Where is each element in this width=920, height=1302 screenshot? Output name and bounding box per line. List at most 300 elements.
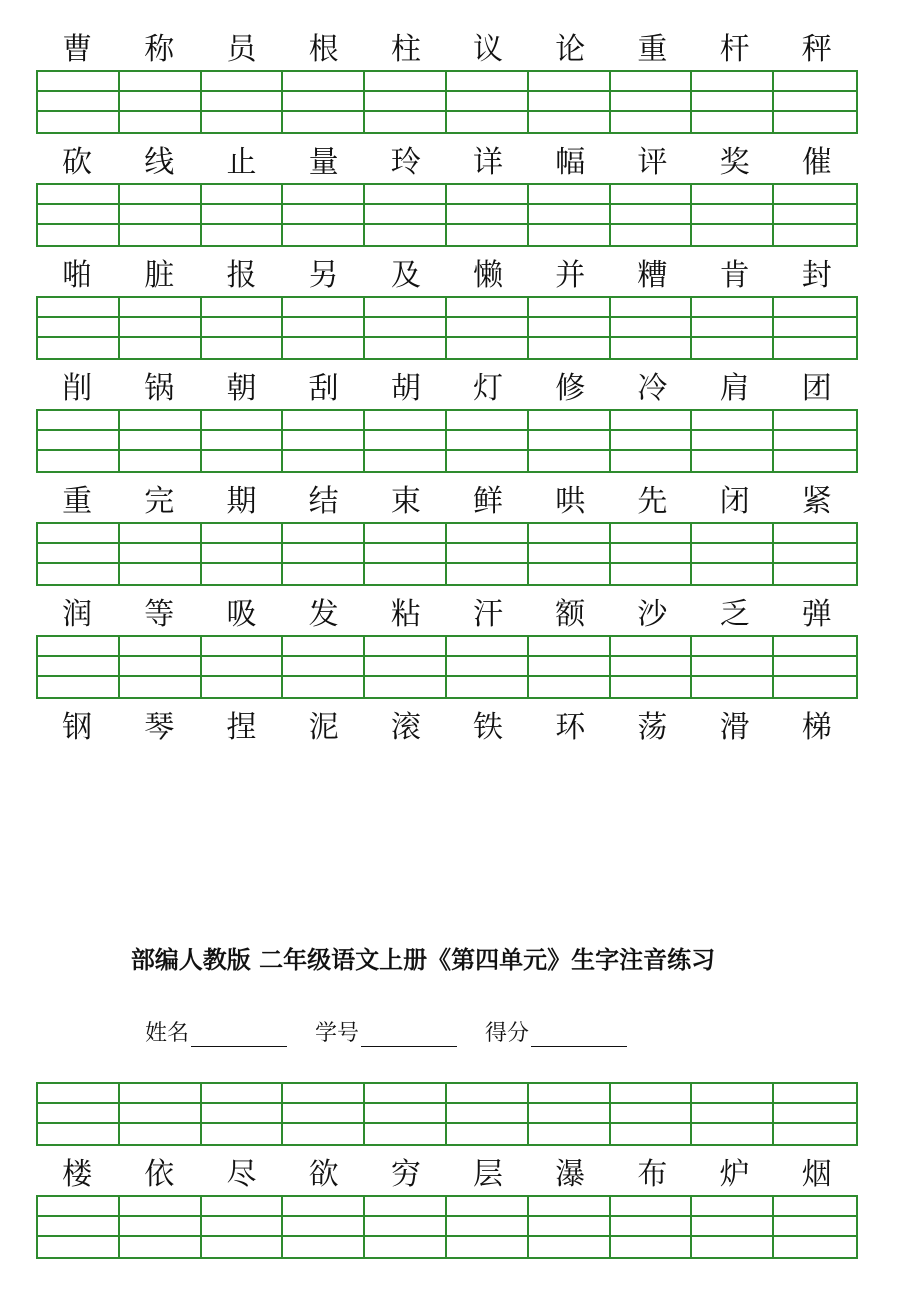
pinyin-cell[interactable]	[611, 1217, 693, 1237]
pinyin-cell[interactable]	[202, 112, 284, 132]
pinyin-cell[interactable]	[692, 318, 774, 338]
pinyin-grid-5[interactable]	[36, 522, 858, 586]
pinyin-cell[interactable]	[365, 677, 447, 697]
pinyin-cell[interactable]	[611, 411, 693, 431]
pinyin-cell[interactable]	[283, 1217, 365, 1237]
pinyin-cell[interactable]	[774, 564, 856, 584]
pinyin-cell[interactable]	[120, 1084, 202, 1104]
pinyin-cell[interactable]	[447, 185, 529, 205]
pinyin-cell[interactable]	[365, 225, 447, 245]
pinyin-cell[interactable]	[774, 72, 856, 92]
pinyin-cell[interactable]	[120, 544, 202, 564]
pinyin-cell[interactable]	[611, 544, 693, 564]
pinyin-cell[interactable]	[202, 318, 284, 338]
char-row-5	[36, 476, 858, 520]
pinyin-cell[interactable]	[38, 451, 120, 471]
pinyin-cell[interactable]	[120, 185, 202, 205]
pinyin-cell[interactable]	[38, 1084, 120, 1104]
pinyin-cell[interactable]	[38, 1217, 120, 1237]
hanzi-char: 等	[144, 597, 175, 632]
pinyin-cell[interactable]	[283, 564, 365, 584]
hanzi-char: 及	[390, 258, 421, 293]
pinyin-cell[interactable]	[692, 205, 774, 225]
pinyin-cell[interactable]	[447, 298, 529, 318]
pinyin-cell[interactable]	[365, 1237, 447, 1257]
pinyin-cell[interactable]	[692, 1124, 774, 1144]
pinyin-cell[interactable]	[283, 544, 365, 564]
pinyin-cell[interactable]	[692, 1237, 774, 1257]
pinyin-cell[interactable]	[283, 72, 365, 92]
pinyin-cell[interactable]	[447, 205, 529, 225]
pinyin-cell[interactable]	[774, 298, 856, 318]
pinyin-cell[interactable]	[120, 225, 202, 245]
pinyin-cell[interactable]	[611, 185, 693, 205]
pinyin-cell[interactable]	[120, 1217, 202, 1237]
pinyin-cell[interactable]	[529, 225, 611, 245]
pinyin-cell[interactable]	[692, 112, 774, 132]
pinyin-cell[interactable]	[774, 637, 856, 657]
pinyin-cell[interactable]	[447, 72, 529, 92]
pinyin-cell[interactable]	[529, 185, 611, 205]
pinyin-cell[interactable]	[529, 298, 611, 318]
pinyin-cell[interactable]	[365, 92, 447, 112]
pinyin-cell[interactable]	[120, 298, 202, 318]
hanzi-char: 滑	[719, 710, 750, 745]
pinyin-cell[interactable]	[529, 411, 611, 431]
hanzi-char: 先	[637, 484, 668, 519]
pinyin-cell[interactable]	[692, 338, 774, 358]
pinyin-cell[interactable]	[529, 318, 611, 338]
pinyin-cell[interactable]	[283, 338, 365, 358]
hanzi-char: 重	[637, 32, 668, 67]
hanzi-char: 依	[144, 1157, 175, 1192]
score-blank[interactable]	[531, 1020, 627, 1047]
pinyin-cell[interactable]	[283, 318, 365, 338]
pinyin-cell[interactable]	[365, 185, 447, 205]
pinyin-cell[interactable]	[692, 544, 774, 564]
pinyin-cell[interactable]	[283, 185, 365, 205]
pinyin-cell[interactable]	[120, 451, 202, 471]
hanzi-char: 刮	[308, 371, 339, 406]
pinyin-cell[interactable]	[774, 185, 856, 205]
hanzi-char: 闭	[719, 484, 750, 519]
pinyin-cell[interactable]	[38, 1237, 120, 1257]
pinyin-cell[interactable]	[529, 112, 611, 132]
pinyin-cell[interactable]	[692, 677, 774, 697]
hanzi-char: 评	[637, 145, 668, 180]
pinyin-cell[interactable]	[774, 1237, 856, 1257]
pinyin-cell[interactable]	[529, 338, 611, 358]
hanzi-char: 幅	[555, 145, 586, 180]
pinyin-cell[interactable]	[202, 338, 284, 358]
pinyin-cell[interactable]	[611, 564, 693, 584]
pinyin-cell[interactable]	[447, 637, 529, 657]
pinyin-cell[interactable]	[365, 1197, 447, 1217]
pinyin-cell[interactable]	[365, 338, 447, 358]
pinyin-cell[interactable]	[365, 318, 447, 338]
pinyin-cell[interactable]	[120, 677, 202, 697]
pinyin-cell[interactable]	[692, 411, 774, 431]
pinyin-cell[interactable]	[38, 564, 120, 584]
hanzi-char: 柱	[390, 32, 421, 67]
pinyin-cell[interactable]	[202, 72, 284, 92]
char-row-1	[36, 24, 858, 68]
pinyin-cell[interactable]	[611, 205, 693, 225]
pinyin-cell[interactable]	[611, 298, 693, 318]
pinyin-grid-1[interactable]	[36, 70, 858, 134]
pinyin-cell[interactable]	[38, 657, 120, 677]
hanzi-char: 另	[308, 258, 339, 293]
pinyin-cell[interactable]	[283, 298, 365, 318]
hanzi-char: 布	[637, 1157, 668, 1192]
pinyin-cell[interactable]	[283, 1104, 365, 1124]
pinyin-cell[interactable]	[611, 1084, 693, 1104]
pinyin-cell[interactable]	[611, 1124, 693, 1144]
pinyin-cell[interactable]	[38, 677, 120, 697]
pinyin-cell[interactable]	[202, 431, 284, 451]
pinyin-cell[interactable]	[120, 205, 202, 225]
pinyin-cell[interactable]	[611, 92, 693, 112]
pinyin-cell[interactable]	[365, 72, 447, 92]
worksheet-title: 部编人教版 二年级语文上册《第四单元》生字注音练习	[130, 946, 716, 974]
pinyin-cell[interactable]	[365, 637, 447, 657]
pinyin-cell[interactable]	[611, 657, 693, 677]
pinyin-cell[interactable]	[692, 657, 774, 677]
hanzi-char: 鲜	[473, 484, 504, 519]
hanzi-char: 乏	[719, 597, 750, 632]
pinyin-cell[interactable]	[447, 544, 529, 564]
pinyin-cell[interactable]	[38, 411, 120, 431]
pinyin-cell[interactable]	[529, 205, 611, 225]
pinyin-cell[interactable]	[529, 1237, 611, 1257]
pinyin-cell[interactable]	[447, 411, 529, 431]
pinyin-cell[interactable]	[283, 1237, 365, 1257]
pinyin-cell[interactable]	[120, 431, 202, 451]
pinyin-cell[interactable]	[283, 451, 365, 471]
pinyin-cell[interactable]	[774, 205, 856, 225]
pinyin-cell[interactable]	[38, 338, 120, 358]
pinyin-cell[interactable]	[529, 657, 611, 677]
hanzi-char: 肯	[719, 258, 750, 293]
pinyin-cell[interactable]	[774, 411, 856, 431]
pinyin-cell[interactable]	[202, 225, 284, 245]
pinyin-grid-3[interactable]	[36, 296, 858, 360]
hanzi-char: 尽	[226, 1157, 257, 1192]
pinyin-cell[interactable]	[529, 1124, 611, 1144]
pinyin-cell[interactable]	[529, 1217, 611, 1237]
pinyin-cell[interactable]	[202, 677, 284, 697]
pinyin-cell[interactable]	[202, 1237, 284, 1257]
pinyin-cell[interactable]	[283, 205, 365, 225]
pinyin-cell[interactable]	[611, 637, 693, 657]
pinyin-cell[interactable]	[774, 657, 856, 677]
hanzi-char: 瀑	[555, 1157, 586, 1192]
pinyin-cell[interactable]	[283, 1197, 365, 1217]
pinyin-cell[interactable]	[38, 72, 120, 92]
pinyin-cell[interactable]	[38, 431, 120, 451]
pinyin-cell[interactable]	[774, 524, 856, 544]
student-id-blank[interactable]	[361, 1020, 457, 1047]
pinyin-cell[interactable]	[529, 524, 611, 544]
pinyin-cell[interactable]	[611, 225, 693, 245]
pinyin-cell[interactable]	[692, 1217, 774, 1237]
pinyin-cell[interactable]	[774, 544, 856, 564]
score-field[interactable]	[485, 1016, 627, 1047]
pinyin-cell[interactable]	[283, 1124, 365, 1144]
pinyin-grid-6[interactable]	[36, 635, 858, 699]
pinyin-cell[interactable]	[447, 1124, 529, 1144]
pinyin-grid-2[interactable]	[36, 183, 858, 247]
pinyin-cell[interactable]	[692, 185, 774, 205]
pinyin-cell[interactable]	[365, 411, 447, 431]
pinyin-cell[interactable]	[447, 92, 529, 112]
hanzi-char: 吸	[226, 597, 257, 632]
pinyin-cell[interactable]	[774, 338, 856, 358]
hanzi-char: 根	[308, 32, 339, 67]
pinyin-cell[interactable]	[692, 637, 774, 657]
hanzi-char: 修	[555, 371, 586, 406]
name-blank[interactable]	[191, 1020, 287, 1047]
pinyin-cell[interactable]	[365, 544, 447, 564]
pinyin-cell[interactable]	[202, 1197, 284, 1217]
pinyin-cell[interactable]	[447, 112, 529, 132]
pinyin-cell[interactable]	[447, 1104, 529, 1124]
hanzi-char: 紧	[801, 484, 832, 519]
hanzi-char: 止	[226, 145, 257, 180]
pinyin-cell[interactable]	[38, 298, 120, 318]
pinyin-cell[interactable]	[202, 1124, 284, 1144]
pinyin-cell[interactable]	[38, 1197, 120, 1217]
score-label: 得分	[485, 1021, 530, 1046]
pinyin-cell[interactable]	[120, 411, 202, 431]
pinyin-cell[interactable]	[120, 318, 202, 338]
name-field[interactable]	[145, 1016, 287, 1047]
pinyin-cell[interactable]	[692, 298, 774, 318]
pinyin-cell[interactable]	[611, 72, 693, 92]
pinyin-cell[interactable]	[611, 431, 693, 451]
pinyin-cell[interactable]	[202, 564, 284, 584]
pinyin-cell[interactable]	[202, 205, 284, 225]
pinyin-cell[interactable]	[529, 92, 611, 112]
pinyin-cell[interactable]	[529, 544, 611, 564]
pinyin-cell[interactable]	[447, 1237, 529, 1257]
pinyin-cell[interactable]	[365, 1084, 447, 1104]
pinyin-cell[interactable]	[120, 1237, 202, 1257]
pinyin-cell[interactable]	[529, 637, 611, 657]
pinyin-cell[interactable]	[283, 112, 365, 132]
hanzi-char: 炉	[719, 1157, 750, 1192]
hanzi-char: 玲	[390, 145, 421, 180]
pinyin-cell[interactable]	[774, 451, 856, 471]
pinyin-cell[interactable]	[120, 1104, 202, 1124]
hanzi-char: 完	[144, 484, 175, 519]
pinyin-cell[interactable]	[447, 1084, 529, 1104]
pinyin-cell[interactable]	[38, 318, 120, 338]
pinyin-cell[interactable]	[202, 657, 284, 677]
hanzi-char: 欲	[308, 1157, 339, 1192]
pinyin-cell[interactable]	[283, 92, 365, 112]
hanzi-char: 滚	[390, 710, 421, 745]
hanzi-char: 汗	[473, 597, 504, 632]
pinyin-cell[interactable]	[202, 544, 284, 564]
hanzi-char: 糟	[637, 258, 668, 293]
pinyin-cell[interactable]	[447, 318, 529, 338]
pinyin-cell[interactable]	[365, 564, 447, 584]
pinyin-cell[interactable]	[447, 564, 529, 584]
pinyin-cell[interactable]	[611, 1197, 693, 1217]
pinyin-cell[interactable]	[120, 338, 202, 358]
pinyin-cell[interactable]	[692, 225, 774, 245]
hanzi-char: 胡	[390, 371, 421, 406]
pinyin-cell[interactable]	[202, 637, 284, 657]
pinyin-cell[interactable]	[774, 431, 856, 451]
pinyin-cell[interactable]	[611, 677, 693, 697]
pinyin-cell[interactable]	[38, 1124, 120, 1144]
pinyin-cell[interactable]	[38, 92, 120, 112]
pinyin-cell[interactable]	[447, 451, 529, 471]
pinyin-cell[interactable]	[120, 112, 202, 132]
pinyin-cell[interactable]	[38, 112, 120, 132]
pinyin-cell[interactable]	[611, 1104, 693, 1124]
hanzi-char: 束	[390, 484, 421, 519]
pinyin-cell[interactable]	[447, 1197, 529, 1217]
pinyin-cell[interactable]	[692, 431, 774, 451]
pinyin-cell[interactable]	[447, 524, 529, 544]
pinyin-cell[interactable]	[692, 1084, 774, 1104]
pinyin-cell[interactable]	[774, 1217, 856, 1237]
hanzi-char: 秤	[801, 32, 832, 67]
pinyin-cell[interactable]	[38, 185, 120, 205]
pinyin-cell[interactable]	[611, 1237, 693, 1257]
pinyin-cell[interactable]	[120, 1197, 202, 1217]
pinyin-cell[interactable]	[529, 451, 611, 471]
pinyin-cell[interactable]	[611, 524, 693, 544]
student-info	[145, 1016, 627, 1047]
pinyin-cell[interactable]	[365, 298, 447, 318]
hanzi-char: 发	[308, 597, 339, 632]
pinyin-cell[interactable]	[202, 92, 284, 112]
pinyin-cell[interactable]	[774, 1124, 856, 1144]
hanzi-char: 议	[473, 32, 504, 67]
pinyin-cell[interactable]	[283, 657, 365, 677]
pinyin-cell[interactable]	[774, 318, 856, 338]
pinyin-cell[interactable]	[774, 677, 856, 697]
pinyin-cell[interactable]	[774, 92, 856, 112]
pinyin-cell[interactable]	[692, 92, 774, 112]
pinyin-cell[interactable]	[774, 1197, 856, 1217]
pinyin-cell[interactable]	[120, 564, 202, 584]
pinyin-cell[interactable]	[692, 72, 774, 92]
pinyin-cell[interactable]	[38, 524, 120, 544]
pinyin-cell[interactable]	[774, 112, 856, 132]
pinyin-cell[interactable]	[529, 1084, 611, 1104]
pinyin-cell[interactable]	[447, 338, 529, 358]
pinyin-cell[interactable]	[38, 1104, 120, 1124]
pinyin-cell[interactable]	[529, 1197, 611, 1217]
pinyin-cell[interactable]	[692, 564, 774, 584]
pinyin-cell[interactable]	[529, 431, 611, 451]
pinyin-cell[interactable]	[529, 564, 611, 584]
pinyin-cell[interactable]	[202, 451, 284, 471]
pinyin-cell[interactable]	[38, 225, 120, 245]
pinyin-cell[interactable]	[692, 1197, 774, 1217]
pinyin-cell[interactable]	[365, 451, 447, 471]
pinyin-cell[interactable]	[202, 524, 284, 544]
hanzi-char: 额	[555, 597, 586, 632]
pinyin-cell[interactable]	[365, 524, 447, 544]
pinyin-cell[interactable]	[38, 205, 120, 225]
student-id-label: 学号	[315, 1021, 360, 1046]
pinyin-grid-8[interactable]	[36, 1195, 858, 1259]
pinyin-cell[interactable]	[283, 524, 365, 544]
pinyin-cell[interactable]	[283, 225, 365, 245]
pinyin-cell[interactable]	[120, 657, 202, 677]
pinyin-cell[interactable]	[202, 1104, 284, 1124]
pinyin-cell[interactable]	[447, 431, 529, 451]
pinyin-cell[interactable]	[365, 657, 447, 677]
pinyin-cell[interactable]	[202, 1217, 284, 1237]
pinyin-cell[interactable]	[529, 1104, 611, 1124]
pinyin-cell[interactable]	[447, 677, 529, 697]
pinyin-cell[interactable]	[120, 72, 202, 92]
pinyin-cell[interactable]	[611, 112, 693, 132]
hanzi-char: 懒	[473, 258, 504, 293]
pinyin-cell[interactable]	[365, 1124, 447, 1144]
pinyin-cell[interactable]	[120, 524, 202, 544]
pinyin-cell[interactable]	[611, 318, 693, 338]
pinyin-cell[interactable]	[120, 1124, 202, 1144]
hanzi-char: 层	[473, 1157, 504, 1192]
pinyin-cell[interactable]	[202, 185, 284, 205]
pinyin-cell[interactable]	[365, 205, 447, 225]
pinyin-cell[interactable]	[692, 451, 774, 471]
pinyin-cell[interactable]	[365, 1104, 447, 1124]
pinyin-grid-4[interactable]	[36, 409, 858, 473]
pinyin-cell[interactable]	[120, 637, 202, 657]
pinyin-cell[interactable]	[38, 544, 120, 564]
pinyin-cell[interactable]	[692, 524, 774, 544]
pinyin-cell[interactable]	[529, 72, 611, 92]
pinyin-cell[interactable]	[774, 225, 856, 245]
pinyin-cell[interactable]	[283, 637, 365, 657]
pinyin-cell[interactable]	[774, 1084, 856, 1104]
pinyin-cell[interactable]	[774, 1104, 856, 1124]
pinyin-cell[interactable]	[283, 1084, 365, 1104]
pinyin-cell[interactable]	[447, 225, 529, 245]
pinyin-cell[interactable]	[692, 1104, 774, 1124]
pinyin-cell[interactable]	[202, 1084, 284, 1104]
pinyin-cell[interactable]	[365, 431, 447, 451]
pinyin-cell[interactable]	[611, 451, 693, 471]
student-id-field[interactable]	[315, 1016, 457, 1047]
pinyin-cell[interactable]	[447, 657, 529, 677]
pinyin-cell[interactable]	[283, 677, 365, 697]
hanzi-char: 梯	[801, 710, 832, 745]
pinyin-cell[interactable]	[611, 338, 693, 358]
pinyin-grid-7[interactable]	[36, 1082, 858, 1146]
pinyin-cell[interactable]	[202, 298, 284, 318]
pinyin-cell[interactable]	[120, 92, 202, 112]
pinyin-cell[interactable]	[283, 411, 365, 431]
pinyin-cell[interactable]	[38, 637, 120, 657]
pinyin-cell[interactable]	[447, 1217, 529, 1237]
pinyin-cell[interactable]	[365, 1217, 447, 1237]
pinyin-cell[interactable]	[202, 411, 284, 431]
pinyin-cell[interactable]	[365, 112, 447, 132]
pinyin-cell[interactable]	[529, 677, 611, 697]
char-row-3	[36, 250, 858, 294]
pinyin-cell[interactable]	[283, 431, 365, 451]
